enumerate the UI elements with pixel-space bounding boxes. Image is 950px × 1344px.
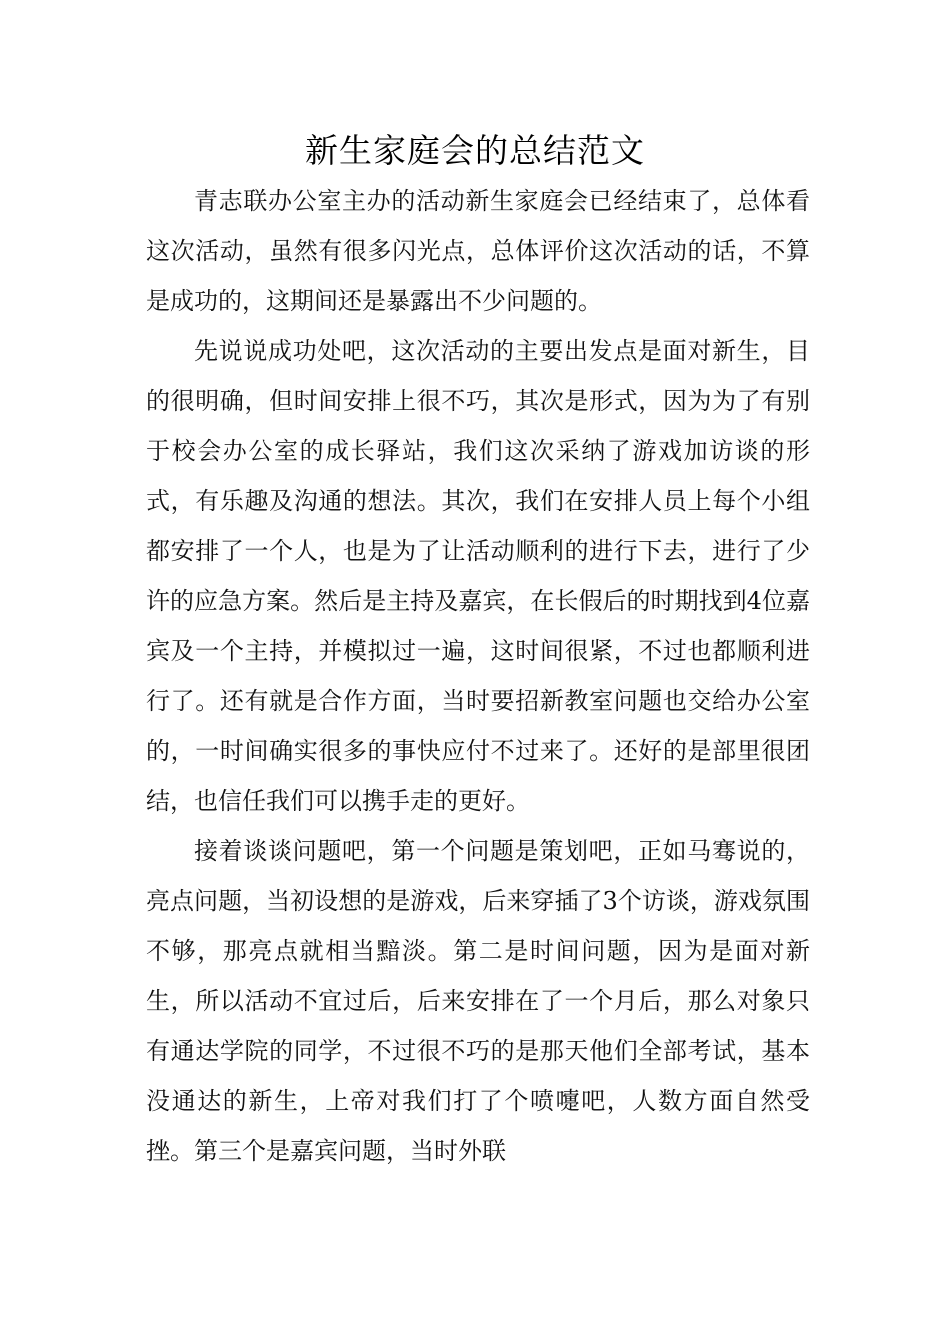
- document-title: 新生家庭会的总结范文: [305, 131, 645, 170]
- paragraph-1: 青志联办公室主办的活动新生家庭会已经结束了，总体看这次活动，虽然有很多闪光点，总体评价这次活动的话，不算是成功的，这期间还是暴露出不少问题的。: [146, 187, 810, 315]
- document-body: [146, 176, 810, 1176]
- paragraph-3: 接着谈谈问题吧，第一个问题是策划吧，正如马骞说的，亮点问题，当初设想的是游戏，后来穿插了3个访谈，游戏氛围不够，那亮点就相当黯淡。第二是时间问题，因为是面对新生，所以活动不宜过后，后来安排在了一个月后，那么对象只有通达学院的同学，不过很不巧的是那天他们全部考试，基本没通达的新生，上帝对我们打了个喷嚏吧，人数方面自然受挫。第三个是嘉宾问题，当时外联: [146, 837, 810, 1165]
- paragraph-2: 先说说成功处吧，这次活动的主要出发点是面对新生，目的很明确，但时间安排上很不巧，其次是形式，因为为了有别于校会办公室的成长驿站，我们这次采纳了游戏加访谈的形式，有乐趣及沟通的想法。其次，我们在安排人员上每个小组都安排了一个人，也是为了让活动顺利的进行下去，进行了少许的应急方案。然后是主持及嘉宾，在长假后的时期找到4位嘉宾及一个主持，并模拟过一遍，这时间很紧，不过也都顺利进行了。还有就是合作方面，当时要招新教室问题也交给办公室的，一时间确实很多的事快应付不过来了。还好的是部里很团结，也信任我们可以携手走的更好。: [146, 337, 810, 815]
